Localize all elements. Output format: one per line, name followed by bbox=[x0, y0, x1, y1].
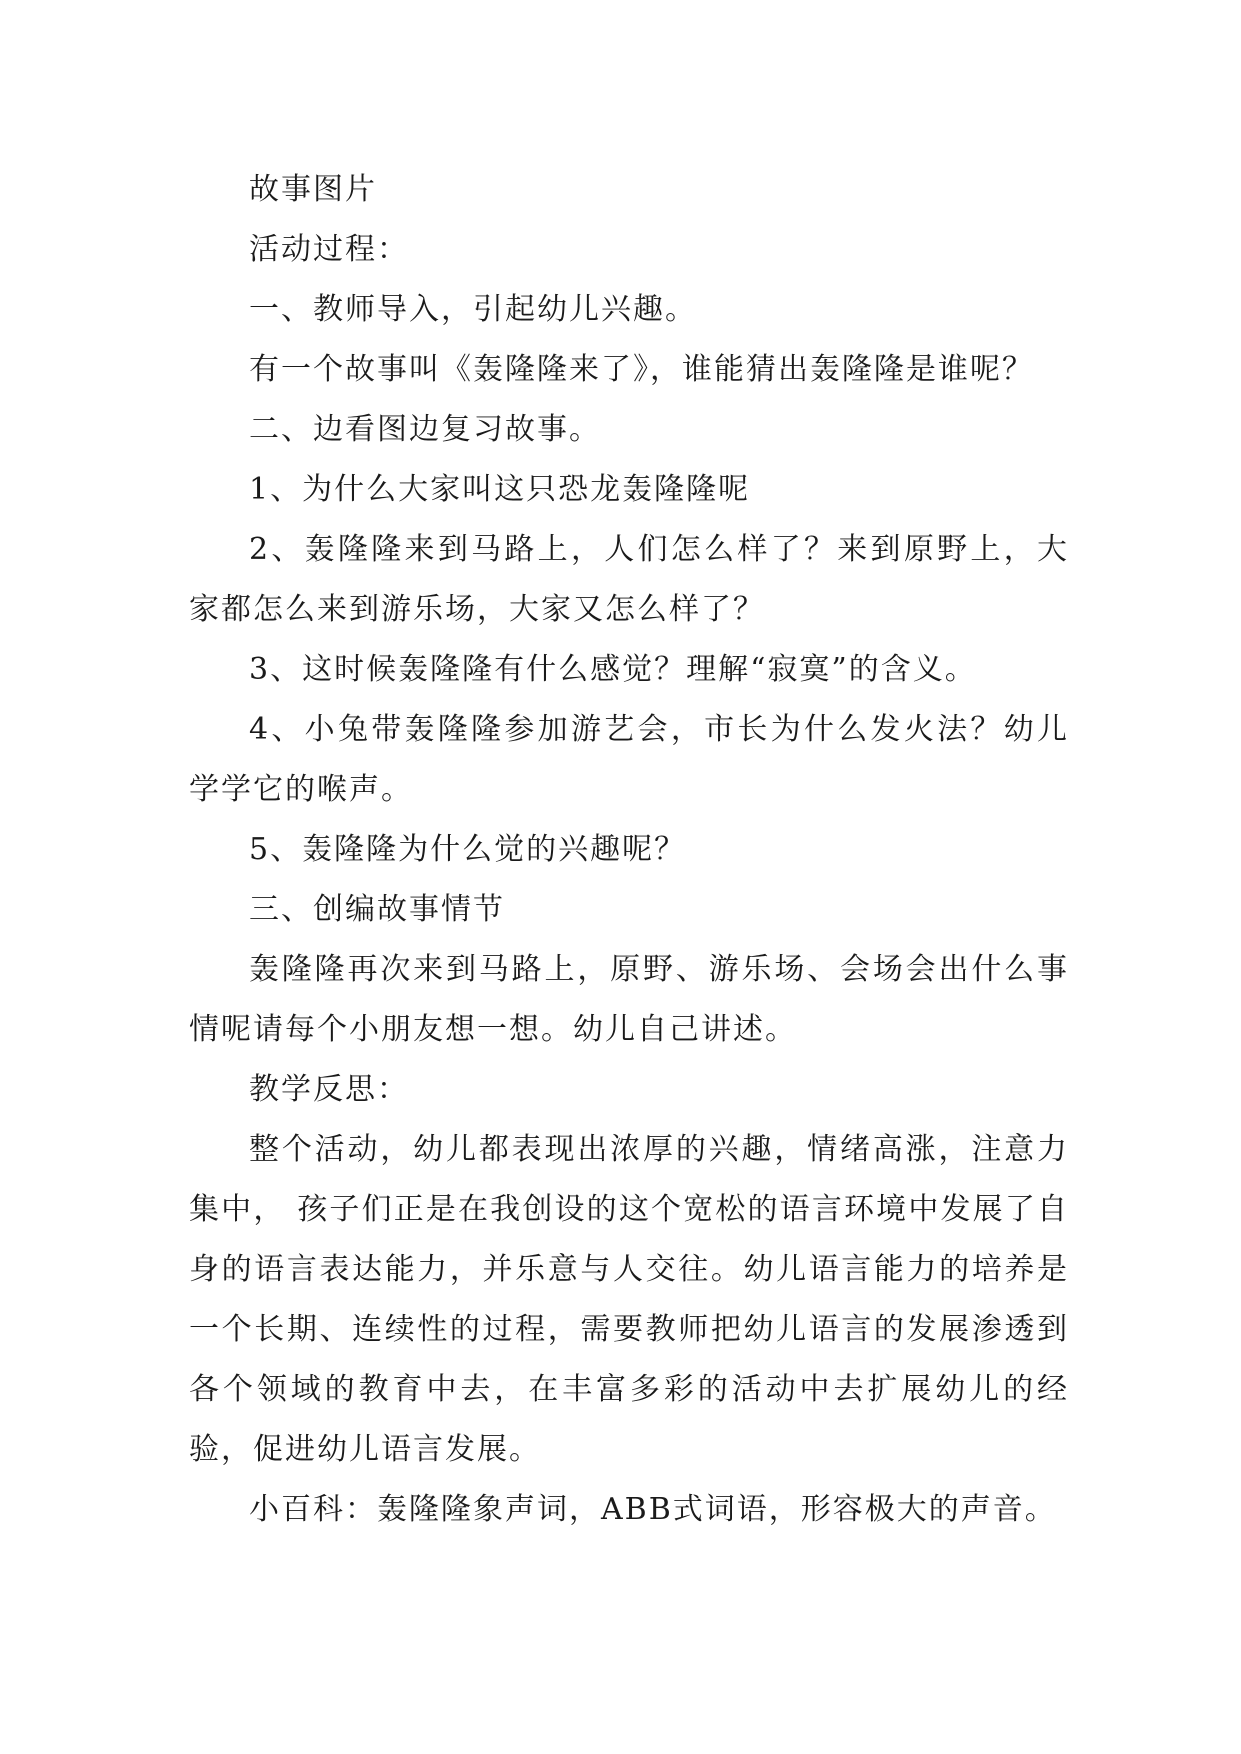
step-3-heading: 三、创编故事情节 bbox=[249, 892, 505, 927]
question-2: 2、轰隆隆来到马路上，人们怎么样了？来到原野上，大家都怎么来到游乐场，大家又怎么样了？ bbox=[189, 532, 1069, 627]
question-4: 4、小兔带轰隆隆参加游艺会，市长为什么发火法？幼儿学学它的喉声。 bbox=[189, 712, 1069, 807]
paragraph-intro-question: 有一个故事叫《轰隆隆来了》，谁能猜出轰隆隆是谁呢？ bbox=[249, 352, 1034, 387]
document-body bbox=[189, 160, 1069, 1540]
question-1: 1、为什么大家叫这只恐龙轰隆隆呢 bbox=[249, 472, 751, 507]
paragraph-encyclopedia: 小百科：轰隆隆象声词，ABB式词语，形容极大的声音。 bbox=[249, 1492, 1057, 1527]
paragraph-story-creation: 轰隆隆再次来到马路上，原野、游乐场、会场会出什么事情呢请每个小朋友想一想。幼儿自己讲述。 bbox=[189, 952, 1069, 1047]
question-5: 5、轰隆隆为什么觉的兴趣呢？ bbox=[249, 832, 687, 867]
step-2-heading: 二、边看图边复习故事。 bbox=[249, 412, 601, 447]
paragraph-reflection: 整个活动，幼儿都表现出浓厚的兴趣，情绪高涨，注意力集中， 孩子们正是在我创设的这个宽松的语言环境中发展了自身的语言表达能力，并乐意与人交往。幼儿语言能力的培养是一个长期、连续性的过程，需要教师把幼儿语言的发展渗透到各个领域的教育中去，在丰富多彩的活动中去扩展幼儿的经验，促进幼儿语言发展。 bbox=[189, 1132, 1069, 1467]
question-3: 3、这时候轰隆隆有什么感觉？理解“寂寞”的含义。 bbox=[249, 652, 977, 687]
heading-teaching-reflection: 教学反思： bbox=[249, 1072, 409, 1107]
heading-activity-process: 活动过程： bbox=[249, 232, 409, 267]
paragraph-materials: 故事图片 bbox=[249, 172, 377, 207]
step-1-heading: 一、教师导入，引起幼儿兴趣。 bbox=[249, 292, 697, 327]
